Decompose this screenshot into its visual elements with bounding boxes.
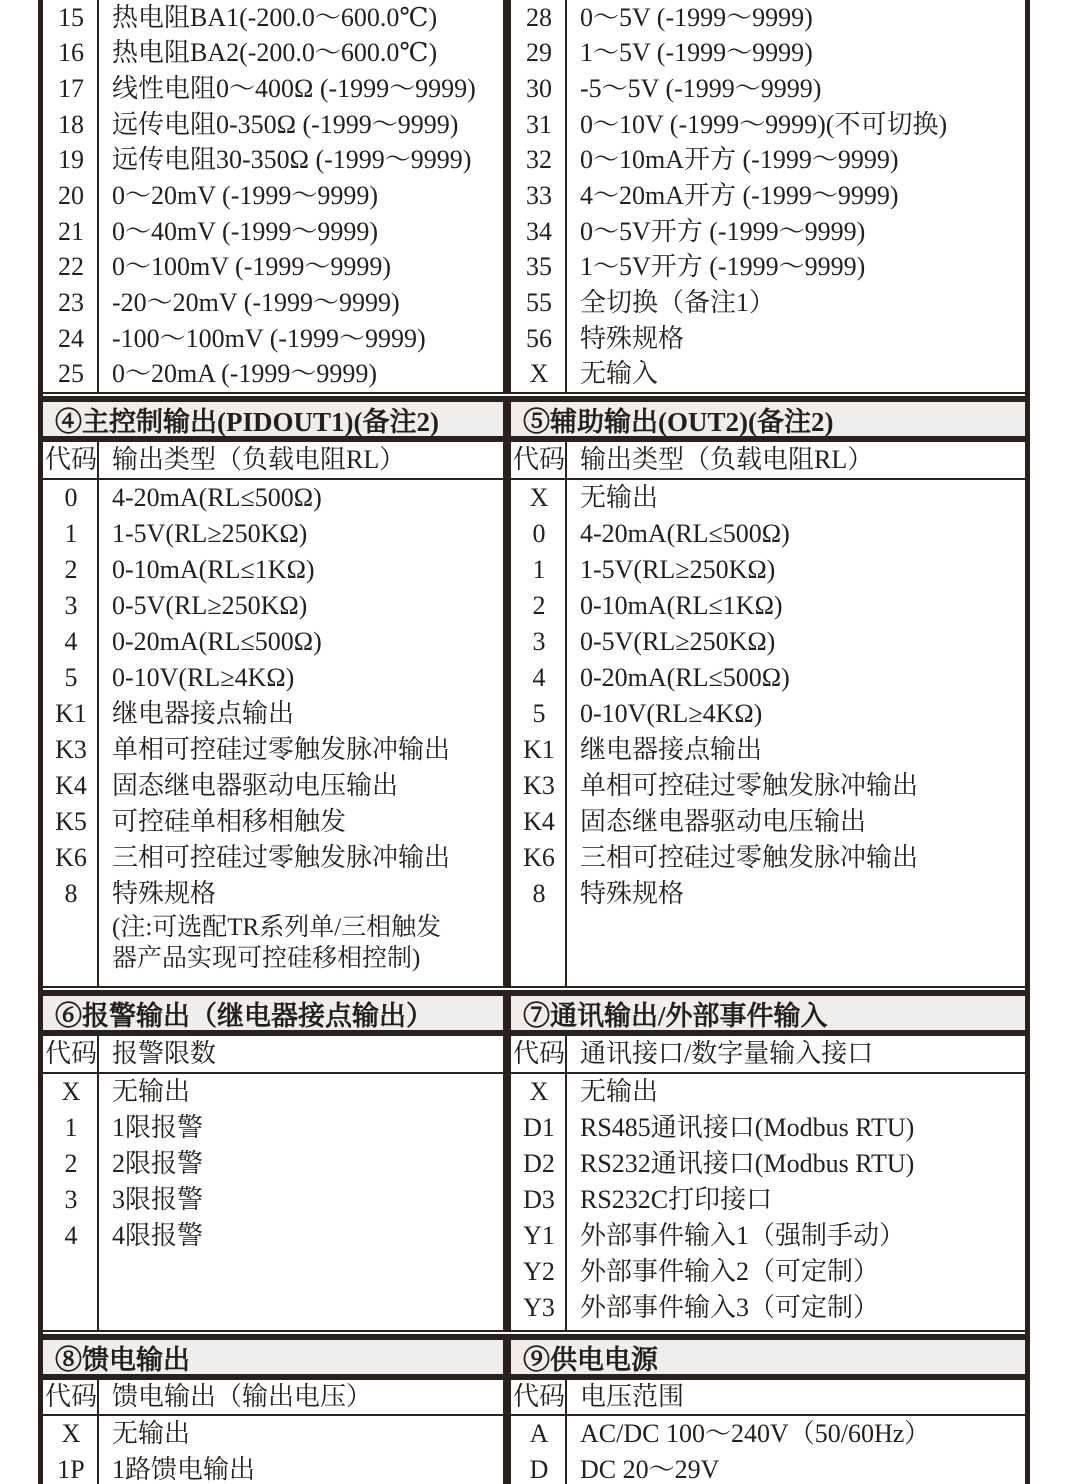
desc-cell: 0～20mA (-1999～9999)	[112, 359, 378, 389]
desc-cell: 继电器接点输出	[112, 699, 295, 728]
desc-cell: 0～40mV (-1999～9999)	[112, 216, 379, 246]
table-row	[43, 696, 503, 732]
table-row	[511, 588, 1025, 624]
code-cell: 35	[526, 252, 552, 282]
desc-cell: 0～5V开方 (-1999～9999)	[580, 216, 866, 246]
code-cell: 2	[64, 555, 78, 584]
code-cell: Y2	[523, 1257, 555, 1286]
code-cell: 55	[526, 287, 552, 317]
desc-cell: 0-10V(RL≥4KΩ)	[112, 663, 295, 692]
section9-title: ⑨供电电源	[523, 1344, 658, 1374]
code-cell: X	[529, 1077, 549, 1106]
code-cell: 1	[532, 555, 546, 584]
table-row	[43, 552, 503, 588]
desc-cell: 继电器接点输出	[580, 735, 763, 764]
code-cell: 32	[526, 145, 552, 175]
desc-cell: 无输出	[580, 1077, 659, 1106]
table-row	[511, 480, 1025, 516]
desc-cell: 0-20mA(RL≤500Ω)	[580, 663, 790, 692]
section6-7-title-band	[43, 996, 1025, 1030]
table-row	[43, 768, 503, 804]
input-type-right-half	[511, 0, 1025, 392]
code-cell: D1	[523, 1113, 555, 1142]
table-row	[43, 516, 503, 552]
type-header-cell: 通讯接口/数字量输入接口	[580, 1039, 874, 1068]
code-cell: 25	[58, 359, 84, 389]
desc-cell: 热电阻BA1(-200.0～600.0℃)	[112, 2, 438, 32]
table-row	[511, 214, 1025, 250]
code-cell: 24	[58, 323, 84, 353]
code-cell: 8	[64, 879, 78, 908]
code-cell: K1	[55, 699, 87, 728]
table-row	[511, 624, 1025, 660]
code-header-cell: 代码	[44, 1039, 97, 1068]
section4-5-column-headers	[43, 442, 1025, 478]
section8-title-cell	[43, 1340, 511, 1374]
desc-cell: 无输入	[580, 359, 659, 389]
section9-header-half	[511, 1380, 1025, 1414]
table-row	[43, 285, 503, 321]
desc-cell: 单相可控硅过零触发脉冲输出	[580, 771, 919, 800]
header-row	[511, 1036, 1025, 1072]
section4-header-half	[43, 442, 511, 478]
code-header-cell: 代码	[44, 445, 97, 474]
header-row	[511, 1380, 1025, 1414]
column-divider	[565, 480, 567, 986]
table-row	[511, 356, 1025, 392]
code-header-cell: 代码	[512, 445, 565, 474]
table-row	[511, 516, 1025, 552]
header-row	[43, 442, 503, 478]
desc-cell: 可控硅单相移相触发	[112, 807, 347, 836]
table-row	[43, 249, 503, 285]
table-row	[43, 732, 503, 768]
code-cell: K6	[55, 843, 87, 872]
section4-title-cell	[43, 402, 511, 436]
section5-title-cell	[511, 402, 1025, 436]
desc-cell: 0～10V (-1999～9999)(不可切换)	[580, 109, 948, 139]
section8-rows	[43, 1416, 503, 1484]
code-cell: 33	[526, 181, 552, 211]
section7-title-cell	[511, 996, 1025, 1030]
section7-data-half	[511, 1074, 1025, 1330]
table-row	[43, 1110, 503, 1146]
header-row	[511, 442, 1025, 478]
desc-cell: 0～20mV (-1999～9999)	[112, 181, 379, 211]
table-row	[511, 36, 1025, 72]
table-row	[511, 1452, 1025, 1484]
section4-note-rows	[43, 912, 503, 974]
table-row	[511, 1110, 1025, 1146]
column-divider	[97, 1074, 99, 1330]
section9-title-cell	[511, 1340, 1025, 1374]
code-cell: X	[529, 359, 549, 389]
table-row	[43, 1452, 503, 1484]
table-row	[511, 1074, 1025, 1110]
code-cell: X	[61, 1419, 81, 1448]
table-row	[511, 178, 1025, 214]
column-divider	[97, 442, 99, 478]
desc-cell: -20～20mV (-1999～9999)	[112, 287, 400, 317]
table-row	[511, 876, 1025, 912]
desc-cell: 1-5V(RL≥250KΩ)	[580, 555, 776, 584]
section4-5-data	[43, 480, 1025, 986]
note-row	[43, 943, 503, 974]
table-row	[511, 285, 1025, 321]
code-cell: 18	[58, 109, 84, 139]
desc-cell: -5～5V (-1999～9999)	[580, 74, 822, 104]
desc-cell: 无输出	[580, 483, 659, 512]
code-cell: A	[529, 1419, 549, 1448]
table-row	[511, 732, 1025, 768]
desc-cell: 热电阻BA2(-200.0～600.0℃)	[112, 38, 438, 68]
desc-cell: 0-5V(RL≥250KΩ)	[112, 591, 308, 620]
desc-cell: 固态继电器驱动电压输出	[112, 771, 399, 800]
table-row	[511, 804, 1025, 840]
table-row	[43, 876, 503, 912]
column-divider	[97, 0, 99, 392]
code-cell: 28	[526, 2, 552, 32]
section8-title: ⑧馈电输出	[55, 1344, 190, 1374]
code-cell: K6	[523, 843, 555, 872]
desc-cell: 0-5V(RL≥250KΩ)	[580, 627, 776, 656]
section6-title: ⑥报警输出（继电器接点输出）	[55, 1000, 433, 1030]
section6-data-half	[43, 1074, 511, 1330]
input-type-right-rows	[511, 0, 1025, 392]
section8-9-column-headers	[43, 1380, 1025, 1414]
code-cell: X	[61, 1077, 81, 1106]
code-cell: X	[529, 483, 549, 512]
input-type-left-half	[43, 0, 511, 392]
desc-cell: 0～100mV (-1999～9999)	[112, 252, 392, 282]
section7-header-half	[511, 1036, 1025, 1072]
table-row	[511, 696, 1025, 732]
table-row	[511, 107, 1025, 143]
desc-cell: 无输出	[112, 1419, 191, 1448]
section5-title: ⑤辅助输出(OUT2)(备注2)	[523, 406, 834, 436]
code-header-cell: 代码	[512, 1382, 565, 1411]
table-row	[43, 480, 503, 516]
code-cell: K3	[55, 735, 87, 764]
section7-title: ⑦通讯输出/外部事件输入	[523, 1000, 828, 1030]
desc-cell: 0-20mA(RL≤500Ω)	[112, 627, 322, 656]
column-divider	[565, 442, 567, 478]
table-row	[511, 321, 1025, 357]
column-divider	[565, 1380, 567, 1414]
desc-cell: 三相可控硅过零触发脉冲输出	[580, 843, 919, 872]
desc-cell: 1～5V开方 (-1999～9999)	[580, 252, 866, 282]
desc-cell: 全切换（备注1）	[580, 287, 776, 317]
table-row	[511, 768, 1025, 804]
desc-cell: 4-20mA(RL≤500Ω)	[112, 483, 322, 512]
section9-data-half	[511, 1416, 1025, 1484]
desc-cell: 3限报警	[112, 1185, 204, 1214]
input-type-table-continued	[43, 0, 1025, 392]
column-divider	[97, 1036, 99, 1072]
code-cell: 23	[58, 287, 84, 317]
table-row	[511, 660, 1025, 696]
desc-cell: RS232C打印接口	[580, 1185, 773, 1214]
note-text: (注:可选配TR系列单/三相触发	[112, 914, 442, 941]
table-row	[511, 1290, 1025, 1326]
code-cell: D	[529, 1455, 549, 1484]
column-divider	[565, 0, 567, 392]
code-cell: K5	[55, 807, 87, 836]
header-row	[43, 1380, 503, 1414]
table-row	[511, 840, 1025, 876]
table-row	[43, 1416, 503, 1452]
desc-cell: -100～100mV (-1999～9999)	[112, 323, 426, 353]
desc-cell: 单相可控硅过零触发脉冲输出	[112, 735, 451, 764]
table-row	[511, 1218, 1025, 1254]
table-row	[43, 660, 503, 696]
section8-9-title-band	[43, 1340, 1025, 1374]
code-cell: Y3	[523, 1293, 555, 1322]
type-header-cell: 馈电输出（输出电压）	[112, 1382, 373, 1411]
desc-cell: 特殊规格	[112, 879, 217, 908]
code-cell: 2	[64, 1149, 78, 1178]
desc-cell: 1路馈电输出	[112, 1455, 256, 1484]
type-header-cell: 电压范围	[580, 1382, 685, 1411]
input-type-left-rows	[43, 0, 503, 392]
column-divider	[565, 1036, 567, 1072]
code-cell: K1	[523, 735, 555, 764]
table-row	[43, 840, 503, 876]
section9-rows	[511, 1416, 1025, 1484]
table-row	[511, 143, 1025, 179]
code-cell: 0	[64, 483, 78, 512]
table-row	[511, 0, 1025, 36]
code-cell: 3	[64, 591, 78, 620]
desc-cell: 1～5V (-1999～9999)	[580, 38, 813, 68]
code-cell: 1	[64, 1113, 78, 1142]
code-cell: 1	[64, 519, 78, 548]
desc-cell: 三相可控硅过零触发脉冲输出	[112, 843, 451, 872]
table-row	[43, 36, 503, 72]
code-cell: 3	[532, 627, 546, 656]
code-header-cell: 代码	[512, 1039, 565, 1068]
desc-cell: 4-20mA(RL≤500Ω)	[580, 519, 790, 548]
table-row	[43, 143, 503, 179]
type-header-cell: 输出类型（负载电阻RL）	[580, 445, 874, 474]
section4-title: ④主控制输出(PIDOUT1)(备注2)	[55, 406, 439, 436]
desc-cell: 外部事件输入3（可定制）	[580, 1293, 880, 1322]
section5-header-half	[511, 442, 1025, 478]
table-row	[43, 321, 503, 357]
code-header-cell: 代码	[44, 1382, 97, 1411]
table-row	[511, 1182, 1025, 1218]
desc-cell: 远传电阻0-350Ω (-1999～9999)	[112, 109, 459, 139]
code-cell: 4	[532, 663, 546, 692]
code-cell: 31	[526, 109, 552, 139]
code-cell: 2	[532, 591, 546, 620]
code-cell: 34	[526, 216, 552, 246]
desc-cell: AC/DC 100～240V（50/60Hz）	[580, 1419, 931, 1448]
section4-data-half	[43, 480, 511, 986]
code-cell: 21	[58, 216, 84, 246]
code-cell: 5	[64, 663, 78, 692]
code-cell: K4	[523, 807, 555, 836]
section7-rows	[511, 1074, 1025, 1326]
desc-cell: 4限报警	[112, 1221, 204, 1250]
column-divider	[97, 1416, 99, 1484]
desc-cell: RS232通讯接口(Modbus RTU)	[580, 1149, 915, 1178]
desc-cell: 0-10mA(RL≤1KΩ)	[112, 555, 315, 584]
code-cell: K3	[523, 771, 555, 800]
desc-cell: 1-5V(RL≥250KΩ)	[112, 519, 308, 548]
code-cell: 4	[64, 1221, 78, 1250]
code-cell: 15	[58, 2, 84, 32]
desc-cell: 无输出	[112, 1077, 191, 1106]
code-cell: 56	[526, 323, 552, 353]
desc-cell: 0～5V (-1999～9999)	[580, 2, 813, 32]
desc-cell: 0-10mA(RL≤1KΩ)	[580, 591, 783, 620]
code-cell: D2	[523, 1149, 555, 1178]
desc-cell: 外部事件输入1（强制手动）	[580, 1221, 906, 1250]
note-row	[43, 912, 503, 943]
code-cell: 22	[58, 252, 84, 282]
section6-7-column-headers	[43, 1036, 1025, 1072]
section6-7-data	[43, 1074, 1025, 1330]
model-selection-table	[38, 0, 1030, 1484]
table-row	[511, 249, 1025, 285]
section4-5-title-band	[43, 402, 1025, 436]
table-row	[43, 214, 503, 250]
table-row	[43, 356, 503, 392]
table-row	[511, 552, 1025, 588]
code-cell: 3	[64, 1185, 78, 1214]
desc-cell: 4～20mA开方 (-1999～9999)	[580, 181, 899, 211]
table-row	[43, 1146, 503, 1182]
table-row	[511, 1146, 1025, 1182]
desc-cell: 外部事件输入2（可定制）	[580, 1257, 880, 1286]
code-cell: 29	[526, 38, 552, 68]
code-cell: 8	[532, 879, 546, 908]
section4-rows	[43, 480, 503, 912]
column-divider	[97, 480, 99, 986]
desc-cell: 特殊规格	[580, 879, 685, 908]
table-row	[43, 588, 503, 624]
type-header-cell: 输出类型（负载电阻RL）	[112, 445, 406, 474]
code-cell: K4	[55, 771, 87, 800]
desc-cell: 远传电阻30-350Ω (-1999～9999)	[112, 145, 472, 175]
table-row	[43, 804, 503, 840]
section5-rows	[511, 480, 1025, 912]
code-cell: Y1	[523, 1221, 555, 1250]
column-divider	[565, 1074, 567, 1330]
desc-cell: 2限报警	[112, 1149, 204, 1178]
table-row	[43, 178, 503, 214]
code-cell: 17	[58, 74, 84, 104]
table-row	[43, 1182, 503, 1218]
code-cell: 4	[64, 627, 78, 656]
code-cell: 0	[532, 519, 546, 548]
column-divider	[97, 1380, 99, 1414]
desc-cell: 特殊规格	[580, 323, 685, 353]
table-row	[43, 0, 503, 36]
section8-data-half	[43, 1416, 511, 1484]
type-header-cell: 报警限数	[112, 1039, 217, 1068]
code-cell: 19	[58, 145, 84, 175]
note-text: 器产品实现可控硅移相控制)	[112, 945, 421, 972]
desc-cell: 线性电阻0～400Ω (-1999～9999)	[112, 74, 476, 104]
code-cell: 5	[532, 699, 546, 728]
table-row	[511, 1416, 1025, 1452]
code-cell: 1P	[57, 1455, 85, 1484]
table-row	[43, 71, 503, 107]
code-cell: 30	[526, 74, 552, 104]
section8-header-half	[43, 1380, 511, 1414]
table-row	[43, 1074, 503, 1110]
desc-cell: DC 20～29V	[580, 1455, 720, 1484]
desc-cell: 固态继电器驱动电压输出	[580, 807, 867, 836]
table-row	[43, 1218, 503, 1254]
code-cell: D3	[523, 1185, 555, 1214]
table-row	[43, 624, 503, 660]
section6-title-cell	[43, 996, 511, 1030]
header-row	[43, 1036, 503, 1072]
desc-cell: 1限报警	[112, 1113, 204, 1142]
section5-data-half	[511, 480, 1025, 986]
section6-rows	[43, 1074, 503, 1254]
section8-9-data	[43, 1416, 1025, 1484]
code-cell: 16	[58, 38, 84, 68]
desc-cell: RS485通讯接口(Modbus RTU)	[580, 1113, 915, 1142]
section6-header-half	[43, 1036, 511, 1072]
table-row	[43, 107, 503, 143]
desc-cell: 0～10mA开方 (-1999～9999)	[580, 145, 899, 175]
code-cell: 20	[58, 181, 84, 211]
table-row	[511, 71, 1025, 107]
desc-cell: 0-10V(RL≥4KΩ)	[580, 699, 763, 728]
column-divider	[565, 1416, 567, 1484]
table-row	[511, 1254, 1025, 1290]
